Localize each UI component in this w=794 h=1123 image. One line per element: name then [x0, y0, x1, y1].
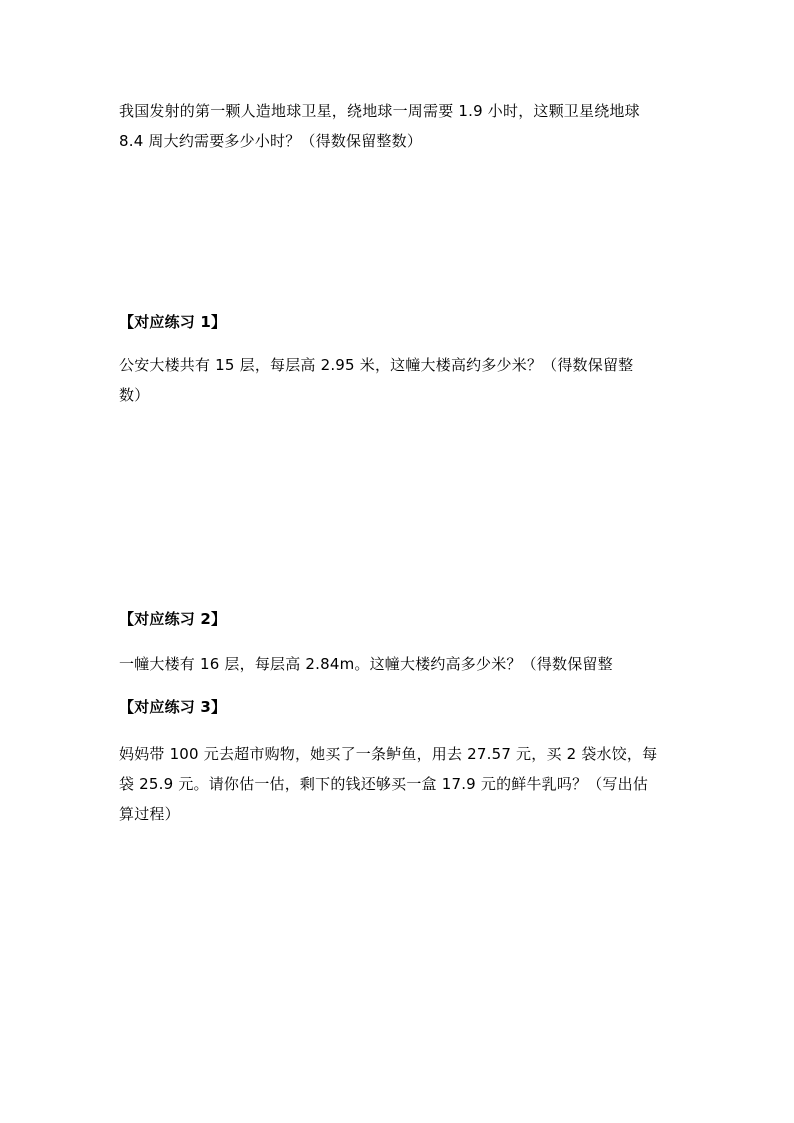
intro-problem-line-2: 8.4 周大约需要多少小时？（得数保留整数）	[119, 132, 423, 150]
exercise-2-problem	[119, 649, 679, 679]
exercise-2-heading: 【对应练习 2】	[119, 610, 227, 628]
exercise-1-line-2: 数）	[119, 386, 150, 404]
exercise-3-line-3: 算过程）	[119, 805, 180, 823]
exercise-3-line-1: 妈妈带 100 元去超市购物，她买了一条鲈鱼，用去 27.57 元，买 2 袋水饺，每	[119, 745, 658, 763]
intro-problem-line-1: 我国发射的第一颗人造地球卫星，绕地球一周需要 1.9 小时，这颗卫星绕地球	[119, 102, 640, 120]
exercise-1-heading: 【对应练习 1】	[119, 313, 227, 331]
exercise-3-problem	[119, 739, 679, 829]
exercise-3-heading: 【对应练习 3】	[119, 698, 227, 716]
exercise-2-line-1: 一幢大楼有 16 层，每层高 2.84m。这幢大楼约高多少米？（得数保留整	[119, 655, 613, 673]
exercise-1-line-1: 公安大楼共有 15 层，每层高 2.95 米，这幢大楼高约多少米？（得数保留整	[119, 356, 634, 374]
exercise-1-problem	[119, 350, 679, 410]
exercise-3-line-2: 袋 25.9 元。请你估一估，剩下的钱还够买一盒 17.9 元的鲜牛乳吗？（写出估	[119, 775, 649, 793]
intro-problem	[119, 96, 679, 156]
